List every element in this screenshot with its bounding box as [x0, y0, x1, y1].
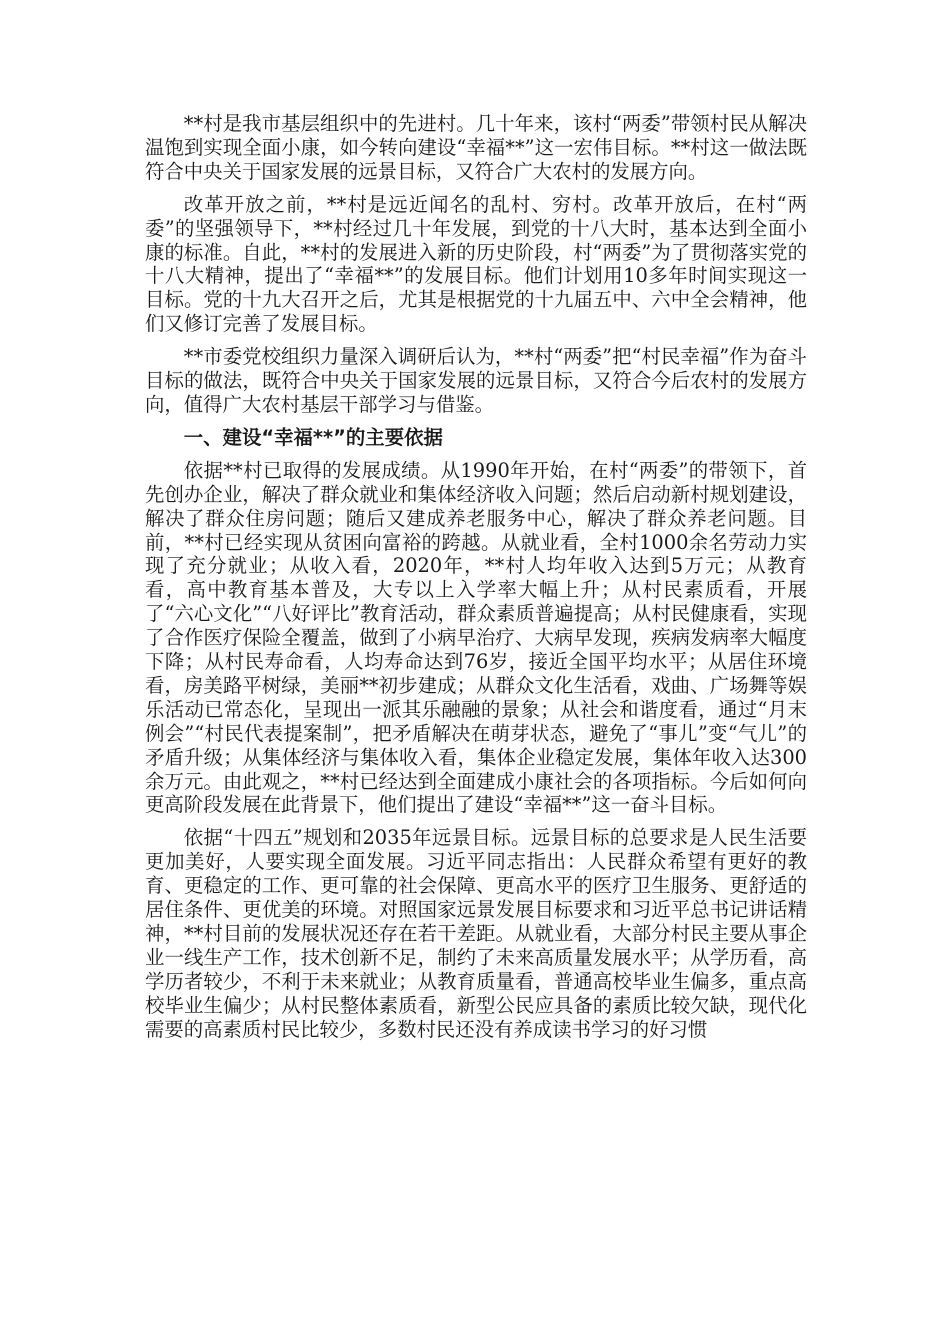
section-heading: 一、建设“幸福**”的主要依据 [183, 425, 443, 449]
intro-paragraph-2: 改革开放之前，**村是远近闻名的乱村、穷村。改革开放后，在村“两委”的坚强领导下，**村经过几十年发展，到党的十八大时，基本达到全面小康的标准。自此，**村的发展进入新的历史阶段，村“两委”为了贯彻落实党的十八大精神，提出了“幸福**”的发展目标。他们计划用10多年时间实现这一目标。党的十九大召开之后，尤其是根据党的十九届五中、六中全会精神，他们又修订完善了发展目标。 [145, 192, 807, 336]
document-page [145, 112, 807, 1042]
intro-paragraph-1: **村是我市基层组织中的先进村。几十年来，该村“两委”带领村民从解决温饱到实现全面小康，如今转向建设“幸福**”这一宏伟目标。**村这一做法既符合中央关于国家发展的远景目标，又符合广大农村的发展方向。 [145, 112, 807, 183]
section-paragraph-1: 依据**村已取得的发展成绩。从1990年开始，在村“两委”的带领下，首先创办企业，解决了群众就业和集体经济收入问题；然后启动新村规划建设，解决了群众住房问题；随后又建成养老服务中心，解决了群众养老问题。目前，**村已经实现从贫困向富裕的跨越。从就业看，全村1000余名劳动力实现了充分就业；从收入看，2020年，**村人均年收入达到5万元；从教育看，高中教育基本普及，大专以上入学率大幅上升；从村民素质看，开展了“六心文化”“八好评比”教育活动，群众素质普遍提高；从村民健康看，实现了合作医疗保险全覆盖，做到了小病早治疗、大病早发现，疾病发病率大幅度下降；从村民寿命看，人均寿命达到76岁，接近全国平均水平；从居住环境看，房美路平树绿，美丽**初步建成；从群众文化生活看，戏曲、广场舞等娱乐活动已常态化，呈现出一派其乐融融的景象；从社会和谐度看，通过“月末例会”“村民代表提案制”，把矛盾解决在萌芽状态，避免了“事儿”变“气儿”的矛盾升级；从集体经济与集体收入看，集体企业稳定发展，集体年收入达300余万元。由此观之，**村已经达到全面建成小康社会的各项指标。今后如何向更高阶段发展在此背景下，他们提出了建设“幸福**”这一奋斗目标。 [145, 458, 807, 817]
intro-paragraph-3: **市委党校组织力量深入调研后认为，**村“两委”把“村民幸福”作为奋斗目标的做法，既符合中央关于国家发展的远景目标，又符合今后农村的发展方向，值得广大农村基层干部学习与借鉴。 [145, 345, 807, 416]
section-paragraph-2: 依据“十四五”规划和2035年远景目标。远景目标的总要求是人民生活要更加美好，人要实现全面发展。习近平同志指出：人民群众希望有更好的教育、更稳定的工作、更可靠的社会保障、更高水平的医疗卫生服务、更舒适的居住条件、更优美的环境。对照国家远景发展目标要求和习近平总书记讲话精神，**村目前的发展状况还存在若干差距。从就业看，大部分村民主要从事企业一线生产工作，技术创新不足，制约了未来高质量发展水平；从学历看，高学历者较少，不利于未来就业；从教育质量看，普通高校毕业生偏多，重点高校毕业生偏少；从村民整体素质看，新型公民应具备的素质比较欠缺，现代化需要的高素质村民比较少，多数村民还没有养成读书学习的好习惯 [145, 826, 807, 1041]
